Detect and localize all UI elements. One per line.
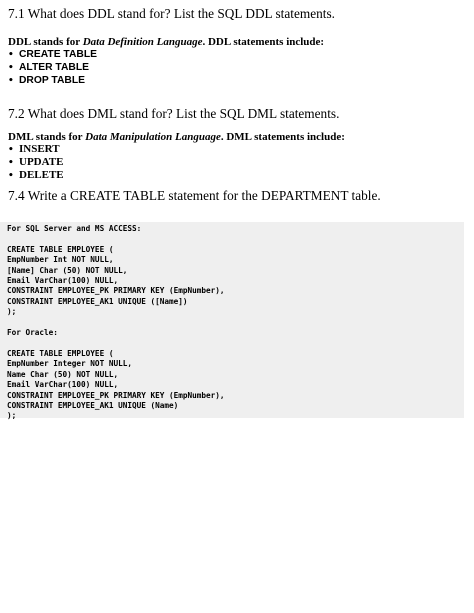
list-item-label: INSERT [19,143,60,155]
code-line: Email VarChar(100) NULL, [7,276,119,286]
intro-suffix: . DDL statements include: [202,36,325,48]
list-item-label: UPDATE [19,156,64,168]
question-number: 7.1 [8,6,25,21]
question-text: Write a CREATE TABLE statement for the DEPARTMENT table. [27,188,381,203]
question-text: What does DML stand for? List the SQL DML statements. [27,106,340,121]
code-line: Name Char (50) NOT NULL, [7,369,119,379]
intro-suffix: . DML statements include: [220,131,345,143]
code-line: CREATE TABLE EMPLOYEE ( [7,244,114,254]
list-item-label: CREATE TABLE [19,49,97,60]
question-7-4 [8,188,381,204]
question-text: What does DDL stand for? List the SQL DDL statements. [27,6,335,21]
code-line: For SQL Server and MS ACCESS: [7,224,142,233]
intro-term: Data Definition Language [82,36,203,48]
intro-term: Data Manipulation Language [85,131,221,143]
answer-7-2-intro [8,131,345,143]
question-number: 7.4 [8,188,25,203]
question-number: 7.2 [8,106,25,121]
list-item [8,61,97,74]
code-line: CONSTRAINT EMPLOYEE_AK1 UNIQUE ([Name]) [7,296,188,306]
intro-prefix: DDL stands for [8,36,83,48]
code-line: ); [7,307,17,317]
bullet-icon: • [8,63,14,73]
bullet-icon: • [8,158,14,168]
code-line: [Name] Char (50) NOT NULL, [7,265,128,275]
question-7-1 [8,6,335,22]
code-line: CONSTRAINT EMPLOYEE_PK PRIMARY KEY (EmpNumber), [7,286,225,296]
list-item [8,169,64,182]
question-7-2 [8,106,339,122]
bullet-icon: • [8,171,14,181]
code-line: EmpNumber Int NOT NULL, [7,255,114,265]
bullet-icon: • [8,50,14,60]
code-line: CREATE TABLE EMPLOYEE ( [7,348,114,358]
answer-7-1-intro [8,36,324,48]
list-item [8,143,64,156]
list-item [8,48,97,61]
intro-prefix: DML stands for [8,131,86,143]
list-item-label: DELETE [19,169,64,181]
code-line: CONSTRAINT EMPLOYEE_AK1 UNIQUE (Name) [7,400,179,410]
code-line: Email VarChar(100) NULL, [7,380,119,390]
code-lines [0,222,464,422]
dml-statement-list [8,143,64,182]
code-line: EmpNumber Integer NOT NULL, [7,359,132,369]
code-line: ); [7,411,17,421]
ddl-statement-list [8,48,97,87]
code-line: CONSTRAINT EMPLOYEE_PK PRIMARY KEY (EmpNumber), [7,390,225,400]
bullet-icon: • [8,76,14,86]
list-item-label: DROP TABLE [19,75,85,86]
list-item [8,156,64,169]
sql-code-block [0,222,464,421]
list-item [8,74,97,87]
list-item-label: ALTER TABLE [19,62,89,73]
code-line: For Oracle: [7,328,58,338]
bullet-icon: • [8,145,14,155]
